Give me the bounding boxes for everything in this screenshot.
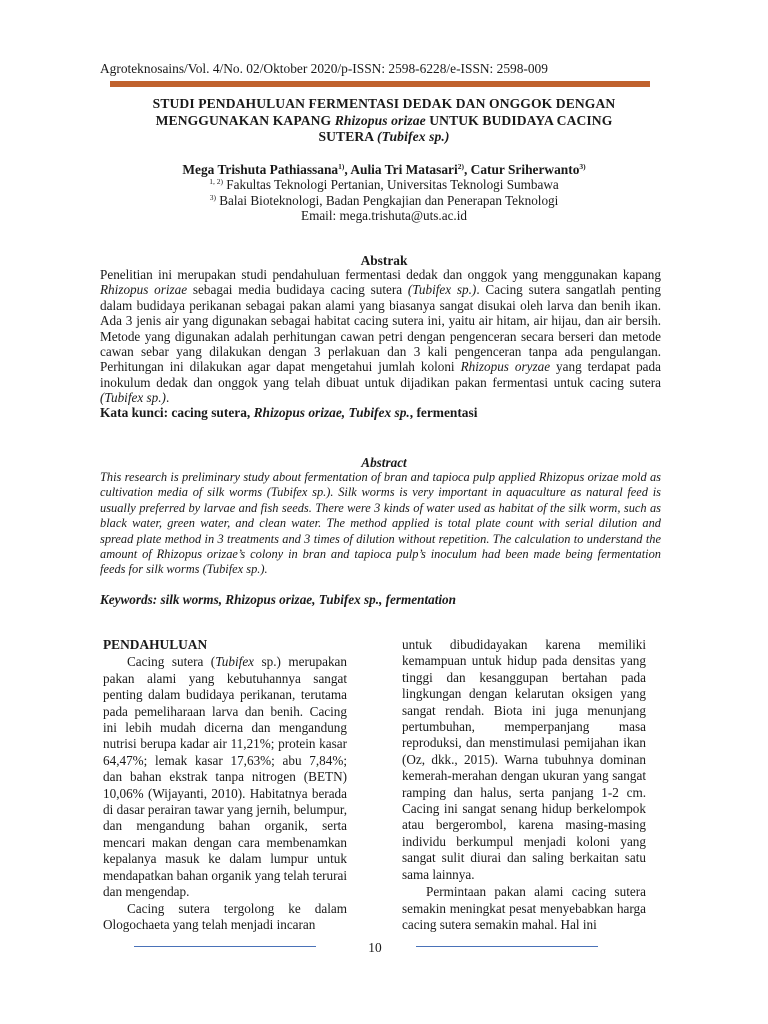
author-affiliation-mark: 1) bbox=[338, 162, 345, 171]
author-separator: , bbox=[344, 162, 351, 177]
kata-kunci bbox=[100, 405, 668, 421]
author-name: Aulia Tri Matasari bbox=[350, 162, 458, 177]
keywords: Keywords: silk worms, Rhizopus orizae, Tubifex sp., fermentation bbox=[100, 592, 456, 607]
affiliation-text: Fakultas Teknologi Pertanian, Universitas Teknologi Sumbawa bbox=[223, 177, 559, 192]
affiliation-2 bbox=[100, 193, 668, 209]
title-text: SUTERA bbox=[318, 129, 377, 144]
body-paragraph: Cacing sutera tergolong ke dalam Ologochaeta yang telah menjadi incaran bbox=[103, 900, 347, 932]
abstrak-text: sebagai media budidaya cacing sutera bbox=[187, 282, 408, 298]
affiliation-1 bbox=[100, 177, 668, 193]
page-number: 10 bbox=[368, 940, 382, 955]
affiliation-text: Balai Bioteknologi, Badan Pengkajian dan Penerapan Teknologi bbox=[215, 193, 559, 208]
author-email: Email: mega.trishuta@uts.ac.id bbox=[301, 208, 467, 223]
author-list bbox=[100, 162, 668, 178]
body-paragraph: Permintaan pakan alami cacing sutera semakin meningkat pesat menyebabkan harga cacing sutera semakin mahal. Hal ini bbox=[402, 884, 646, 932]
title-text: MENGGUNAKAN KAPANG bbox=[155, 112, 335, 128]
body-text: sp.) merupakan pakan alami yang kebutuhannya sangat penting dalam budidaya perikanan, terutama pada pemeliharaan larva dan benih. Cacing ini lebih mudah dicerna dan mengandung nutrisi berupa kadar air 11,21%; protein kasar 64,47%; lemak kasar 17,63%; abu 7,84%; dan bahan ekstrak tanpa nitrogen (BETN) 10,06% (Wijayanti, 2010). Habitatnya berada di dasar perairan tawar yang jernih, belumpur, dan mengandung bahan organik, serta mencari makan dengan cara membenamkan kepalanya masuk ke dalam lumpur untuk mendapatkan bahan organik yang telah terurai dan mengendap. bbox=[103, 654, 347, 900]
author-name: Catur Sriherwanto bbox=[470, 162, 580, 177]
body-paragraph: untuk dibudidayakan karena memiliki kemampuan untuk hidup pada densitas yang tinggi dan kesanggupan bertahan pada lingkungan dengan kelarutan oksigen yang sangat rendah. Biota ini juga menunjang pertumbuhan, memperpanjang masa reproduksi, dan menstimulasi pemijahan ikan (Oz, dkk., 2015). Warna tubuhnya dominan kemerah-merahan dengan ukuran yang sangat ramping dan halus, serta panjang 1-2 cm. Cacing ini sangat senang hidup berkelompok atau bergerombol, karena masing-masing individu berkumpul menjadi koloni yang sangat sulit diurai dan saling berkaitan satu sama lainnya. bbox=[402, 637, 646, 882]
paper-title bbox=[100, 96, 668, 146]
kata-kunci-text: , fermentasi bbox=[409, 405, 478, 420]
author-name: Mega Trishuta Pathiassana bbox=[182, 162, 339, 177]
abstrak-species: Rhizopus orizae bbox=[100, 282, 188, 298]
title-line-3 bbox=[100, 129, 668, 146]
section-heading: PENDAHULUAN bbox=[103, 637, 208, 652]
affiliation-mark: 3) bbox=[209, 193, 216, 202]
affiliation-mark: 1, 2) bbox=[209, 177, 223, 186]
kata-kunci-species: Rhizopus orizae, Tubifex sp. bbox=[253, 405, 410, 420]
title-line-2 bbox=[100, 113, 668, 130]
abstrak-heading: Abstrak bbox=[360, 253, 408, 268]
abstrak-text: . bbox=[165, 390, 170, 406]
abstrak-body bbox=[100, 267, 661, 406]
author-affiliation-mark: 2) bbox=[457, 162, 464, 171]
body-species: Tubifex bbox=[215, 654, 255, 670]
abstrak-species: Rhizopus oryzae bbox=[460, 359, 551, 375]
author-separator: , bbox=[463, 162, 471, 177]
abstrak-species: (Tubifex sp.) bbox=[407, 282, 477, 298]
kata-kunci-text: Kata kunci: cacing sutera, bbox=[100, 405, 254, 420]
abstrak-text: . Cacing sutera sangatlah penting dalam budidaya perikanan sebagai pakan alami yang biasanya sangat disukai oleh larva dan benih ikan. Ada 3 jenis air yang digunakan sebagai habitat cacing sutera ini, yaitu air hitam, air hijau, dan air bersih. Metode yang digunakan adalah perhitungan cawan petri dengan pengenceran secara berseri dan metode cawan sebar yang dilakukan dengan 3 perlakuan dan 3 kali pengenceran tanpa ada pengulangan. Perhitungan ini dilakukan agar dapat mengetahui jumlah koloni bbox=[100, 282, 661, 375]
abstract-heading: Abstract bbox=[361, 455, 407, 470]
title-species: Rhizopus orizae bbox=[334, 112, 426, 128]
title-species: (Tubifex sp.) bbox=[376, 129, 450, 144]
footer-rule bbox=[134, 946, 316, 947]
body-column-right bbox=[402, 637, 646, 933]
title-text: UNTUK BUDIDAYA CACING bbox=[425, 112, 613, 128]
body-column-left bbox=[103, 637, 347, 933]
header-rule bbox=[110, 81, 650, 87]
body-paragraph bbox=[103, 654, 347, 900]
footer-rule bbox=[416, 946, 598, 947]
author-affiliation-mark: 3) bbox=[579, 162, 586, 171]
abstrak-species: (Tubifex sp.) bbox=[100, 390, 166, 406]
abstract-body: This research is preliminary study about fermentation of bran and tapioca pulp applied Rhizopus orizae mold as cultivation media of silk worms (Tubifex sp.). Silk worms is very important in aquaculture as natural feed is usually preferred by larvae and fish seeds. There were 3 kinds of water used as habitat of the silk worm, such as black water, green water, and clean water. The method applied is total plate count with serial dilution and spread plate method in 3 treatments and 3 times of dilution without repetition. The calculation to understand the amount of Rhizopus orizae’s colony in bran and tapioca pulp’s inoculum had been made being fermentation feeds for silk worms (Tubifex sp.). bbox=[100, 470, 661, 577]
title-line-1: STUDI PENDAHULUAN FERMENTASI DEDAK DAN ONGGOK DENGAN bbox=[152, 96, 616, 111]
journal-header: Agroteknosains/Vol. 4/No. 02/Oktober 2020/p-ISSN: 2598-6228/e-ISSN: 2598-009 bbox=[100, 61, 548, 76]
abstrak-text: yang terdapat pada inokulum dedak dan onggok yang telah dibuat untuk dijadikan pakan fermentasi untuk cacing sutera bbox=[100, 359, 661, 390]
body-text: Cacing sutera ( bbox=[127, 654, 216, 670]
abstrak-text: Penelitian ini merupakan studi pendahuluan fermentasi dedak dan onggok yang menggunakan kapang bbox=[100, 267, 661, 282]
